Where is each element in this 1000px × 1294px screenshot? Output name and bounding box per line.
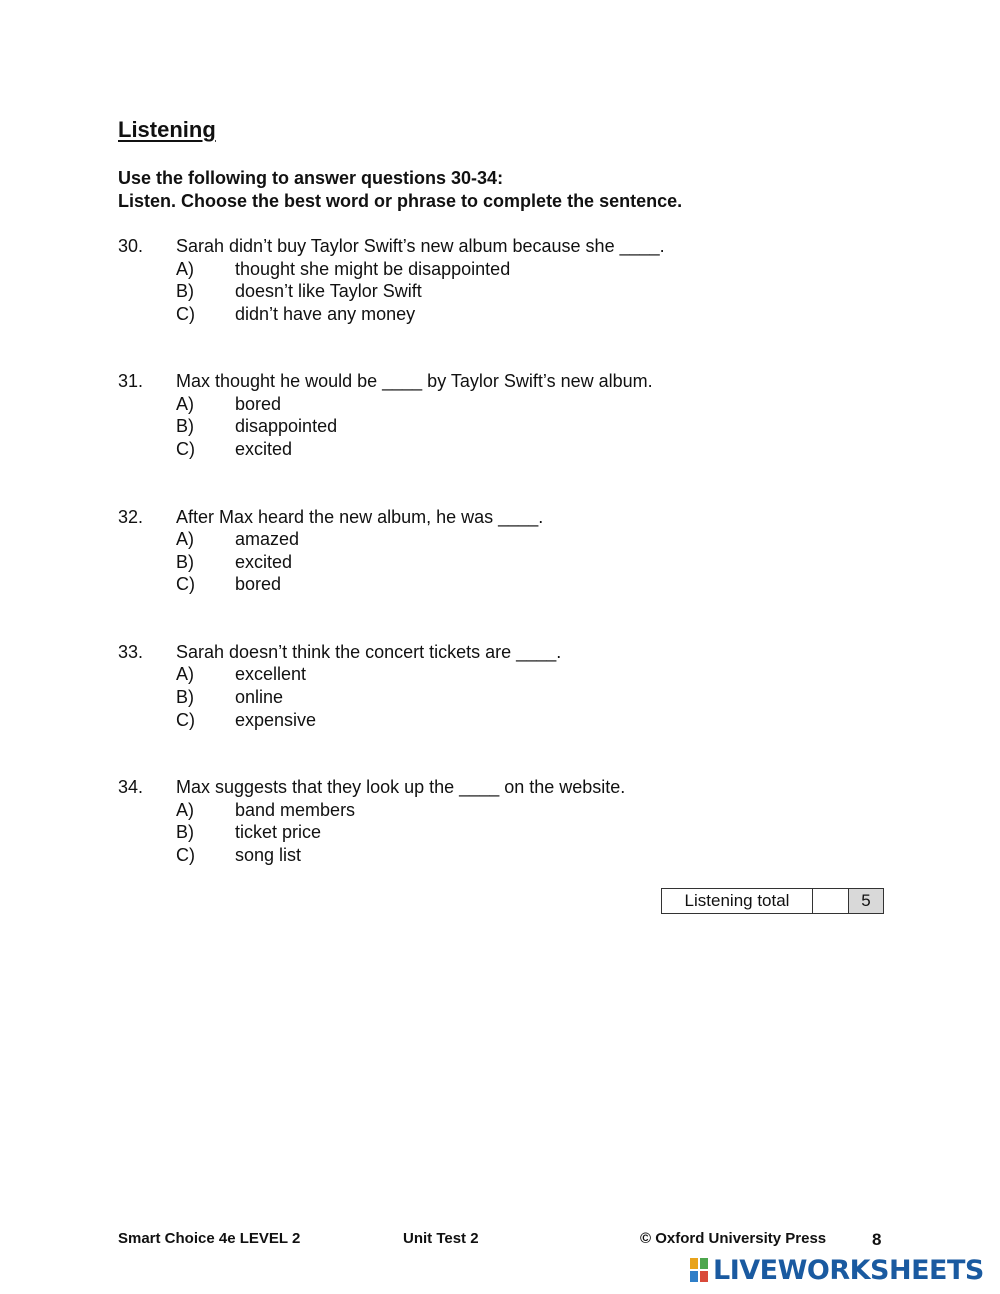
option-letter: B): [176, 552, 194, 572]
instruction-line-1: Use the following to answer questions 30-34:: [118, 168, 504, 188]
option-text: online: [235, 687, 284, 707]
footer-test-name: Unit Test 2: [403, 1230, 479, 1247]
footer-book-title: Smart Choice 4e LEVEL 2: [118, 1230, 301, 1247]
option-text: amazed: [235, 529, 300, 549]
option-letter: A): [176, 800, 194, 820]
logo-block: [700, 1271, 708, 1282]
logo-block: [690, 1271, 698, 1282]
option-letter: B): [176, 281, 194, 301]
option-letter: B): [176, 416, 194, 436]
listening-total-box: [661, 888, 884, 914]
option-letter: C): [176, 304, 195, 324]
option-letter: B): [176, 822, 194, 842]
question-text: Max thought he would be ____ by Taylor Swift’s new album.: [176, 371, 653, 391]
question-number: 33.: [118, 642, 144, 662]
question-number: 31.: [118, 371, 144, 391]
liveworksheets-logo: [690, 1254, 984, 1286]
option-text: bored: [235, 394, 282, 414]
option-text: bored: [235, 574, 282, 594]
listening-total-max: 5: [849, 889, 883, 913]
liveworksheets-blocks-icon: [690, 1258, 708, 1282]
option-text: excited: [235, 439, 293, 459]
option-letter: A): [176, 529, 194, 549]
option-letter: C): [176, 845, 195, 865]
question-text: Sarah didn’t buy Taylor Swift’s new album because she ____.: [176, 236, 665, 256]
option-letter: A): [176, 259, 194, 279]
page-number: 8: [872, 1230, 882, 1249]
option-letter: C): [176, 710, 195, 730]
question-text: After Max heard the new album, he was ____.: [176, 507, 544, 527]
logo-block: [700, 1258, 708, 1269]
option-text: expensive: [235, 710, 317, 730]
listening-total-label: Listening total: [662, 889, 813, 913]
option-letter: C): [176, 574, 195, 594]
option-text: thought she might be disappointed: [235, 259, 511, 279]
option-text: didn’t have any money: [235, 304, 416, 324]
section-heading: Listening: [118, 117, 216, 142]
option-text: excited: [235, 552, 293, 572]
question-text: Sarah doesn’t think the concert tickets are ____.: [176, 642, 562, 662]
option-text: disappointed: [235, 416, 338, 436]
question-text: Max suggests that they look up the ____ on the website.: [176, 777, 626, 797]
option-text: excellent: [235, 664, 307, 684]
listening-total-score-field[interactable]: [813, 889, 849, 913]
option-text: song list: [235, 845, 302, 865]
option-text: doesn’t like Taylor Swift: [235, 281, 422, 301]
option-letter: A): [176, 394, 194, 414]
liveworksheets-wordmark: LIVEWORKSHEETS: [713, 1254, 984, 1286]
option-letter: B): [176, 687, 194, 707]
question-number: 30.: [118, 236, 144, 256]
option-text: band members: [235, 800, 356, 820]
option-letter: A): [176, 664, 194, 684]
question-number: 34.: [118, 777, 144, 797]
option-letter: C): [176, 439, 195, 459]
footer-publisher: © Oxford University Press: [640, 1230, 827, 1247]
option-text: ticket price: [235, 822, 322, 842]
instruction-line-2: Listen. Choose the best word or phrase to complete the sentence.: [118, 191, 683, 211]
logo-block: [690, 1258, 698, 1269]
question-number: 32.: [118, 507, 144, 527]
